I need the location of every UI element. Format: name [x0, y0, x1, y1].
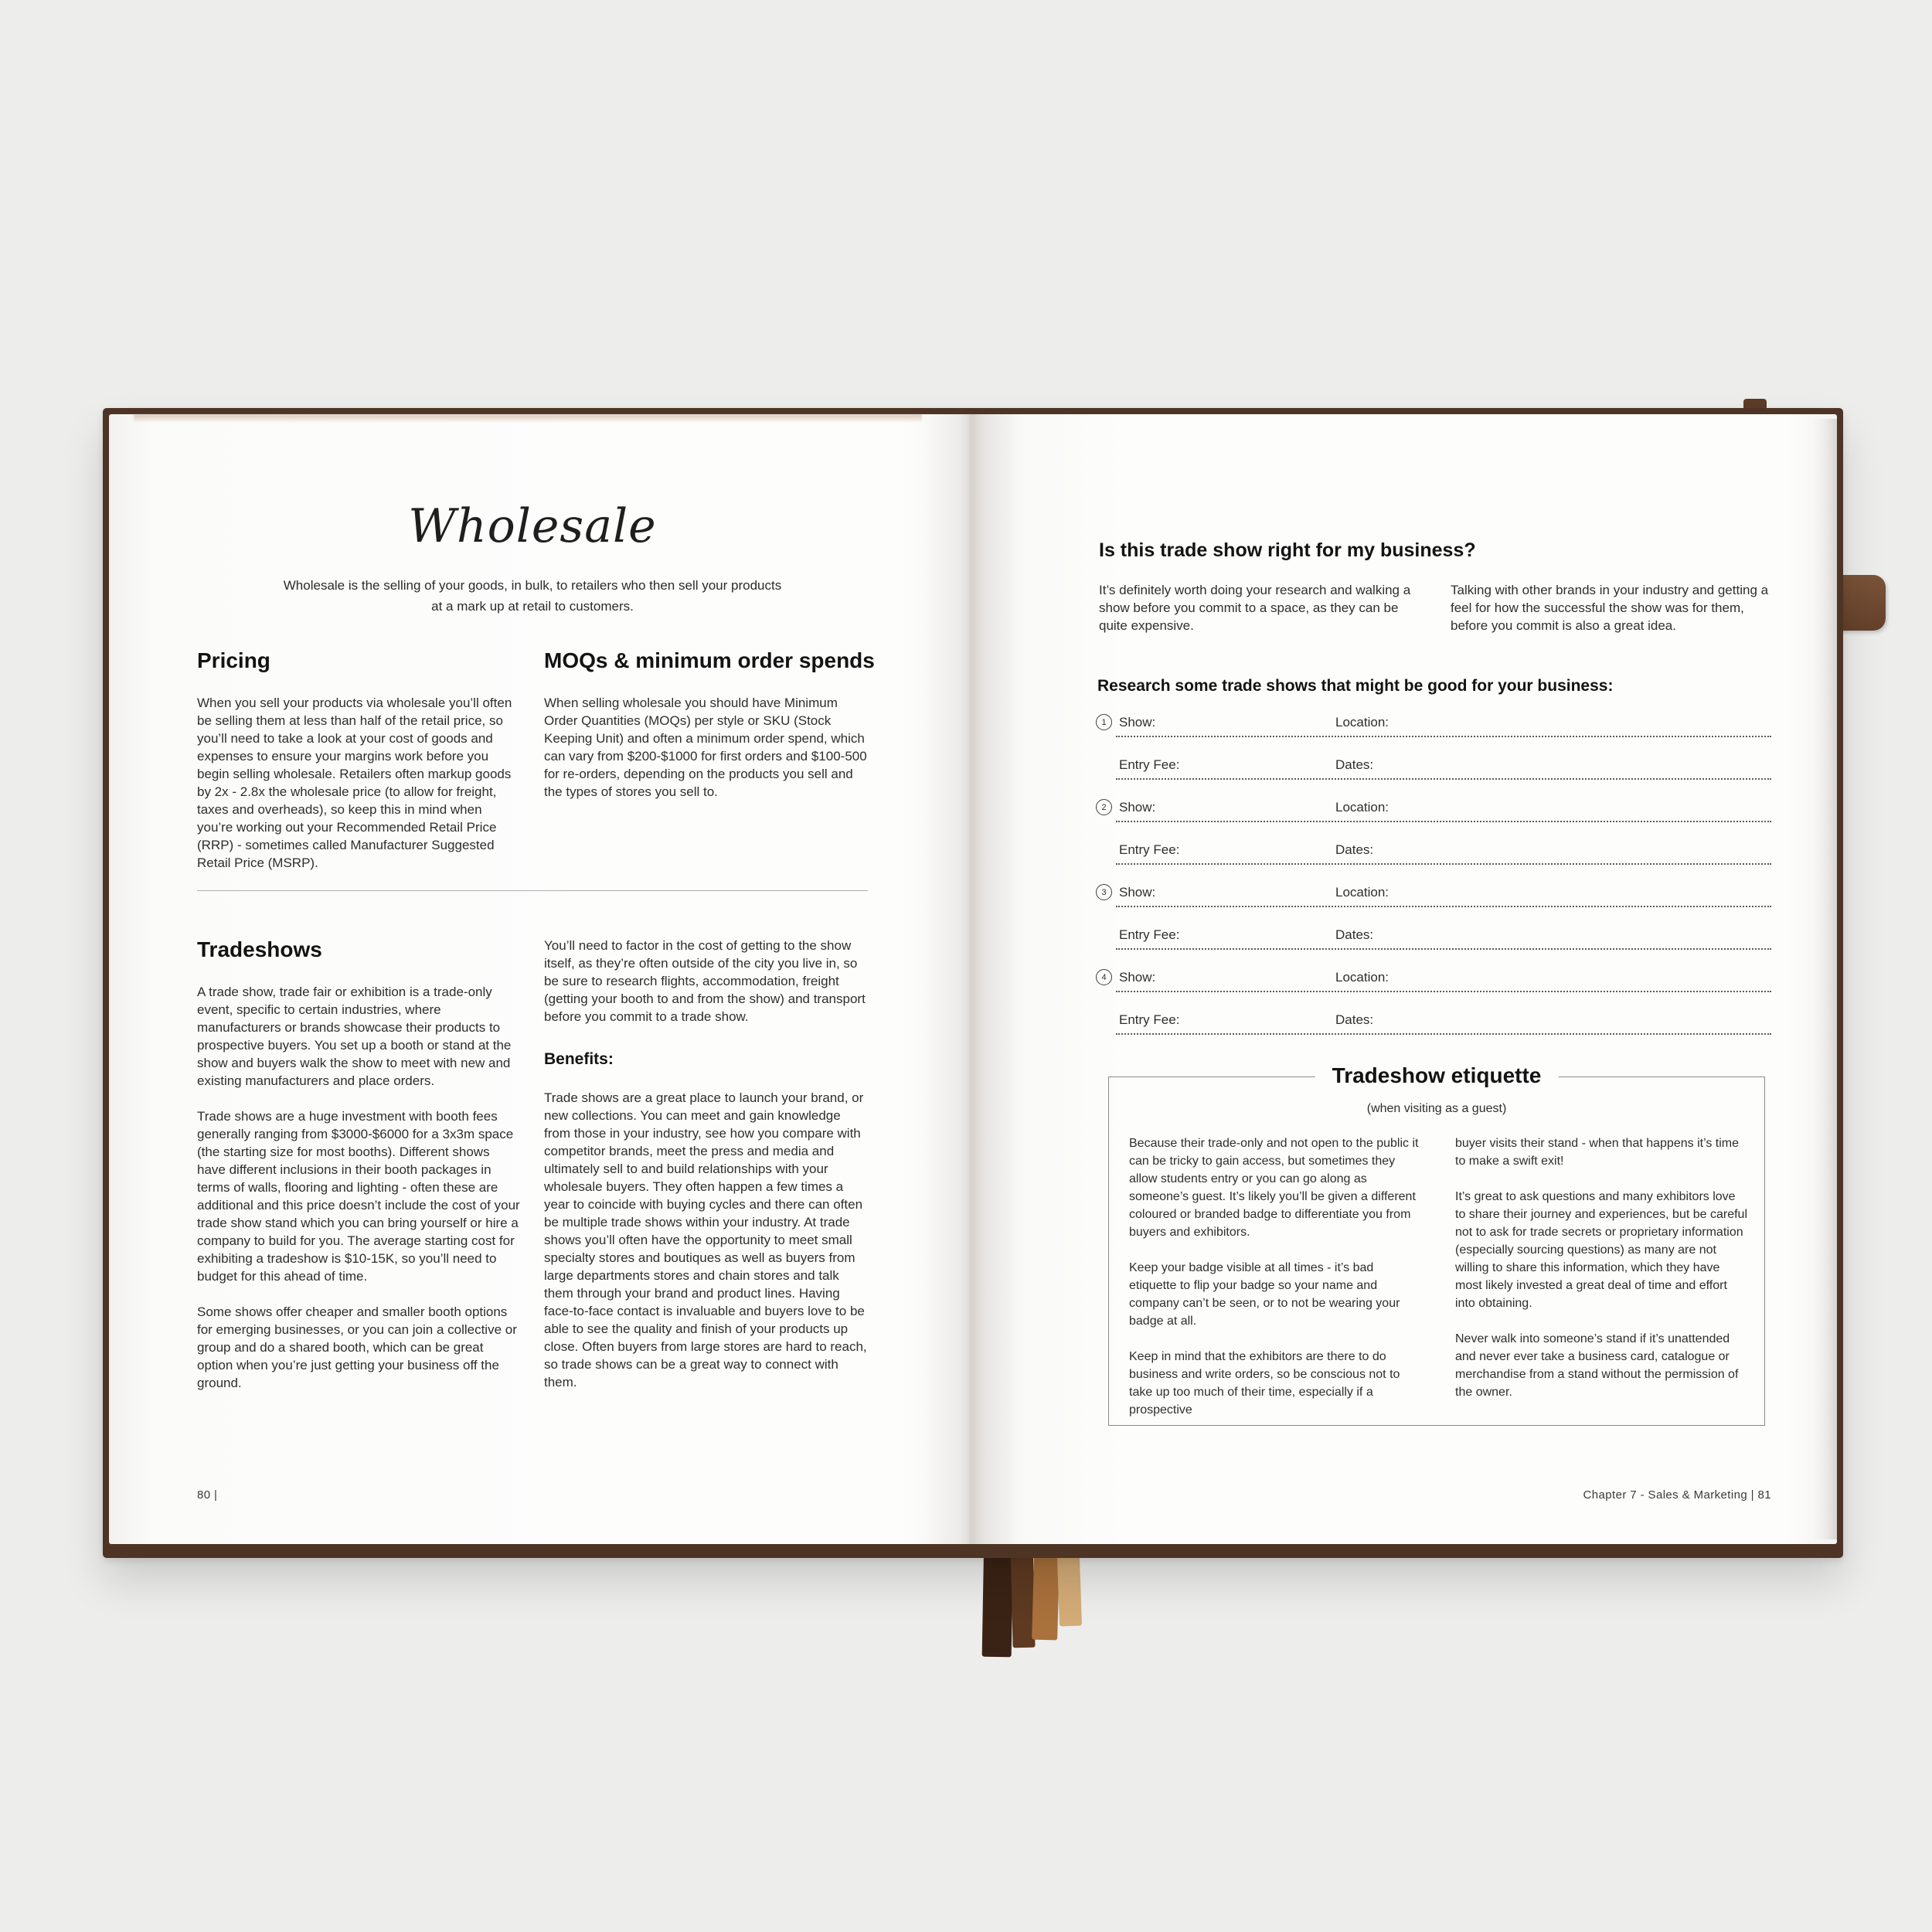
etiquette-column-2 [1455, 1134, 1747, 1437]
location-label: Location: [1335, 715, 1389, 730]
show-label: Show: [1119, 885, 1156, 900]
tradeshows-section [197, 937, 868, 1392]
entry-number-badge: 4 [1096, 969, 1112, 985]
form-row-show-3 [1101, 865, 1771, 907]
show-label: Show: [1119, 970, 1156, 985]
etiquette-column-1 [1129, 1134, 1421, 1437]
etiquette-paragraph: Never walk into someone’s stand if it’s unattended and never ever take a business card, catalogue or merchandise from a stand without the permission of the owner. [1455, 1332, 1739, 1399]
show-label: Show: [1119, 715, 1156, 730]
entry-fee-label: Entry Fee: [1119, 842, 1180, 857]
intro-line-1: Wholesale is the selling of your goods, in bulk, to retailers who then sell your products [283, 578, 782, 593]
form-row-fee-2 [1116, 822, 1771, 865]
intro-line-2: at a mark up at retail to customers. [431, 599, 634, 614]
tradeshow-research-form [1101, 695, 1771, 1035]
tradeshows-paragraph: A trade show, trade fair or exhibition is a trade-only event, specific to certain industries, where manufacturers or brands showcase their products to prospective buyers. You set up a booth or stand at the show and buyers walk the show to meet with new and existing manufacturers and place orders. [197, 985, 512, 1088]
benefits-body: Trade shows are a great place to launch your brand, or new collections. You can meet and gain knowledge from those in your industry, see how you compare with competitor brands, meet the press and media and ultimately sell to and build relationships with your wholesale buyers. They often happen a few times a year to coincide with buying cycles and there can often be multiple trade shows within your industry. At trade shows you’ll often have the opportunity to meet small specialty stores and boutiques as well as buyers from large departments stores and chain stores and talk them through your brand and product lines. Having face-to-face contact is invaluable and buyers love to be able to see the quality and finish of your products up close. Often buyers from large stores are hard to reach, so trade shows can be a great way to connect with them. [544, 1090, 867, 1389]
entry-fee-label: Entry Fee: [1119, 1012, 1180, 1027]
question-text-1: It’s definitely worth doing your research and walking a show before you commit to a space, as they can be quite expensive. [1099, 583, 1411, 633]
tradeshows-paragraph: Trade shows are a huge investment with booth fees generally ranging from $3000-$6000 for a 3x3m space (the starting size for most booths). Different shows have different inclusions in their booth packages in terms of walls, flooring and lighting - often these are additional and this price doesn’t include the cost of your trade show stand which you can bring yourself or hire a company to build for you. The average starting cost for exhibiting a tradeshow is $10-15K, so you’ll need to budget for this ahead of time. [197, 1109, 520, 1284]
etiquette-columns [1109, 1134, 1764, 1437]
entry-fee-label: Entry Fee: [1119, 757, 1180, 772]
location-label: Location: [1335, 800, 1389, 815]
pricing-body: When you sell your products via wholesale you’ll often be selling them at less than half of the retail price, so you’ll need to take a look at your cost of goods and expenses to ensure your margins work before you begin selling wholesale. Retailers often markup goods by 2x - 2.8x the wholesale price (to allow for freight, taxes and overheads), so keep this in mind when you’re working out your Recommended Retail Price (RRP) - sometimes called Manufacturer Suggested Retail Price (MSRP). [197, 696, 512, 870]
entry-number-badge: 1 [1096, 714, 1112, 730]
section-divider [197, 890, 868, 891]
etiquette-paragraph: buyer visits their stand - when that happens it’s time to make a swift exit! [1455, 1137, 1739, 1168]
tradeshows-column [197, 937, 521, 1392]
entry-number-badge: 3 [1096, 884, 1112, 900]
pricing-heading: Pricing [197, 648, 270, 672]
moqs-body: When selling wholesale you should have Minimum Order Quantities (MOQs) per style or SKU (Stock Keeping Unit) and often a minimum order spend, which can vary from $200-$1000 for first orders and $100-500 for re-orders, depending on the products you sell and the types of stores you sell to. [544, 696, 867, 799]
pricing-column [197, 648, 521, 872]
etiquette-paragraph: Keep your badge visible at all times - it’s bad etiquette to flip your badge so your name and company can’t be seen, or to not be wearing your badge at all. [1129, 1261, 1400, 1328]
tradeshow-costs-paragraph: You’ll need to factor in the cost of getting to the show itself, as they’re often outside of the city you live in, so be sure to research flights, accommodation, freight (getting your booth to and from the show) and transport before you commit to a trade show. [544, 938, 866, 1024]
benefits-heading: Benefits: [544, 1050, 614, 1068]
dates-label: Dates: [1335, 842, 1374, 857]
etiquette-box [1108, 1063, 1765, 1426]
entry-fee-label: Entry Fee: [1119, 927, 1180, 942]
tradeshows-heading: Tradeshows [197, 937, 322, 961]
tradeshows-costs-column [544, 937, 868, 1392]
question-text-2: Talking with other brands in your industry and getting a feel for how the successful the show was for them, before you commit is also a great idea. [1451, 583, 1769, 633]
etiquette-paragraph: Because their trade-only and not open to the public it can be tricky to gain access, but sometimes they allow students entry or you can go along as someone’s guest. It’s likely you’ll be given a different coloured or branded badge to differentiate you from buyers and exhibitors. [1129, 1137, 1419, 1239]
form-row-show-1 [1101, 695, 1771, 737]
research-heading: Research some trade shows that might be good for your business: [1097, 677, 1614, 695]
entry-number-badge: 2 [1096, 799, 1112, 815]
pricing-moqs-section [197, 648, 875, 872]
moqs-column [544, 648, 875, 872]
etiquette-paragraph: It’s great to ask questions and many exhibitors love to share their journey and experiences, but be careful not to ask for trade secrets or proprietary information (especially sourcing questions) as many are not willing to share this information, which they have most likely invested a great deal of time and effort into obtaining. [1455, 1190, 1748, 1310]
question-column-2 [1451, 581, 1779, 634]
dates-label: Dates: [1335, 1012, 1374, 1027]
question-column-1 [1099, 581, 1427, 634]
etiquette-title: Tradeshow etiquette [1315, 1063, 1559, 1088]
location-label: Location: [1335, 970, 1389, 985]
tradeshows-paragraph: Some shows offer cheaper and smaller booth options for emerging businesses, or you can join a collective or group and do a shared booth, which can be great option when you’re just getting your business off the ground. [197, 1304, 517, 1390]
etiquette-paragraph: Keep in mind that the exhibitors are there to do business and write orders, so be conscious not to take up too much of their time, especially if a prospective [1129, 1350, 1400, 1417]
page-number-left: 80 | [197, 1488, 218, 1502]
form-row-show-2 [1101, 780, 1771, 822]
form-row-fee-3 [1116, 907, 1771, 950]
form-row-fee-1 [1116, 737, 1771, 780]
dates-label: Dates: [1335, 757, 1374, 772]
dates-label: Dates: [1335, 927, 1374, 942]
form-row-show-4 [1101, 950, 1771, 992]
page-title: Wholesale [408, 499, 657, 553]
form-row-fee-4 [1116, 992, 1771, 1035]
location-label: Location: [1335, 885, 1389, 900]
etiquette-subtitle: (when visiting as a guest) [1366, 1102, 1507, 1115]
question-columns [1099, 581, 1794, 634]
question-heading: Is this trade show right for my business? [1099, 539, 1476, 561]
page-number-right: Chapter 7 - Sales & Marketing | 81 [1583, 1488, 1771, 1502]
moqs-heading: MOQs & minimum order spends [544, 648, 875, 672]
show-label: Show: [1119, 800, 1156, 815]
page-intro [197, 575, 868, 617]
